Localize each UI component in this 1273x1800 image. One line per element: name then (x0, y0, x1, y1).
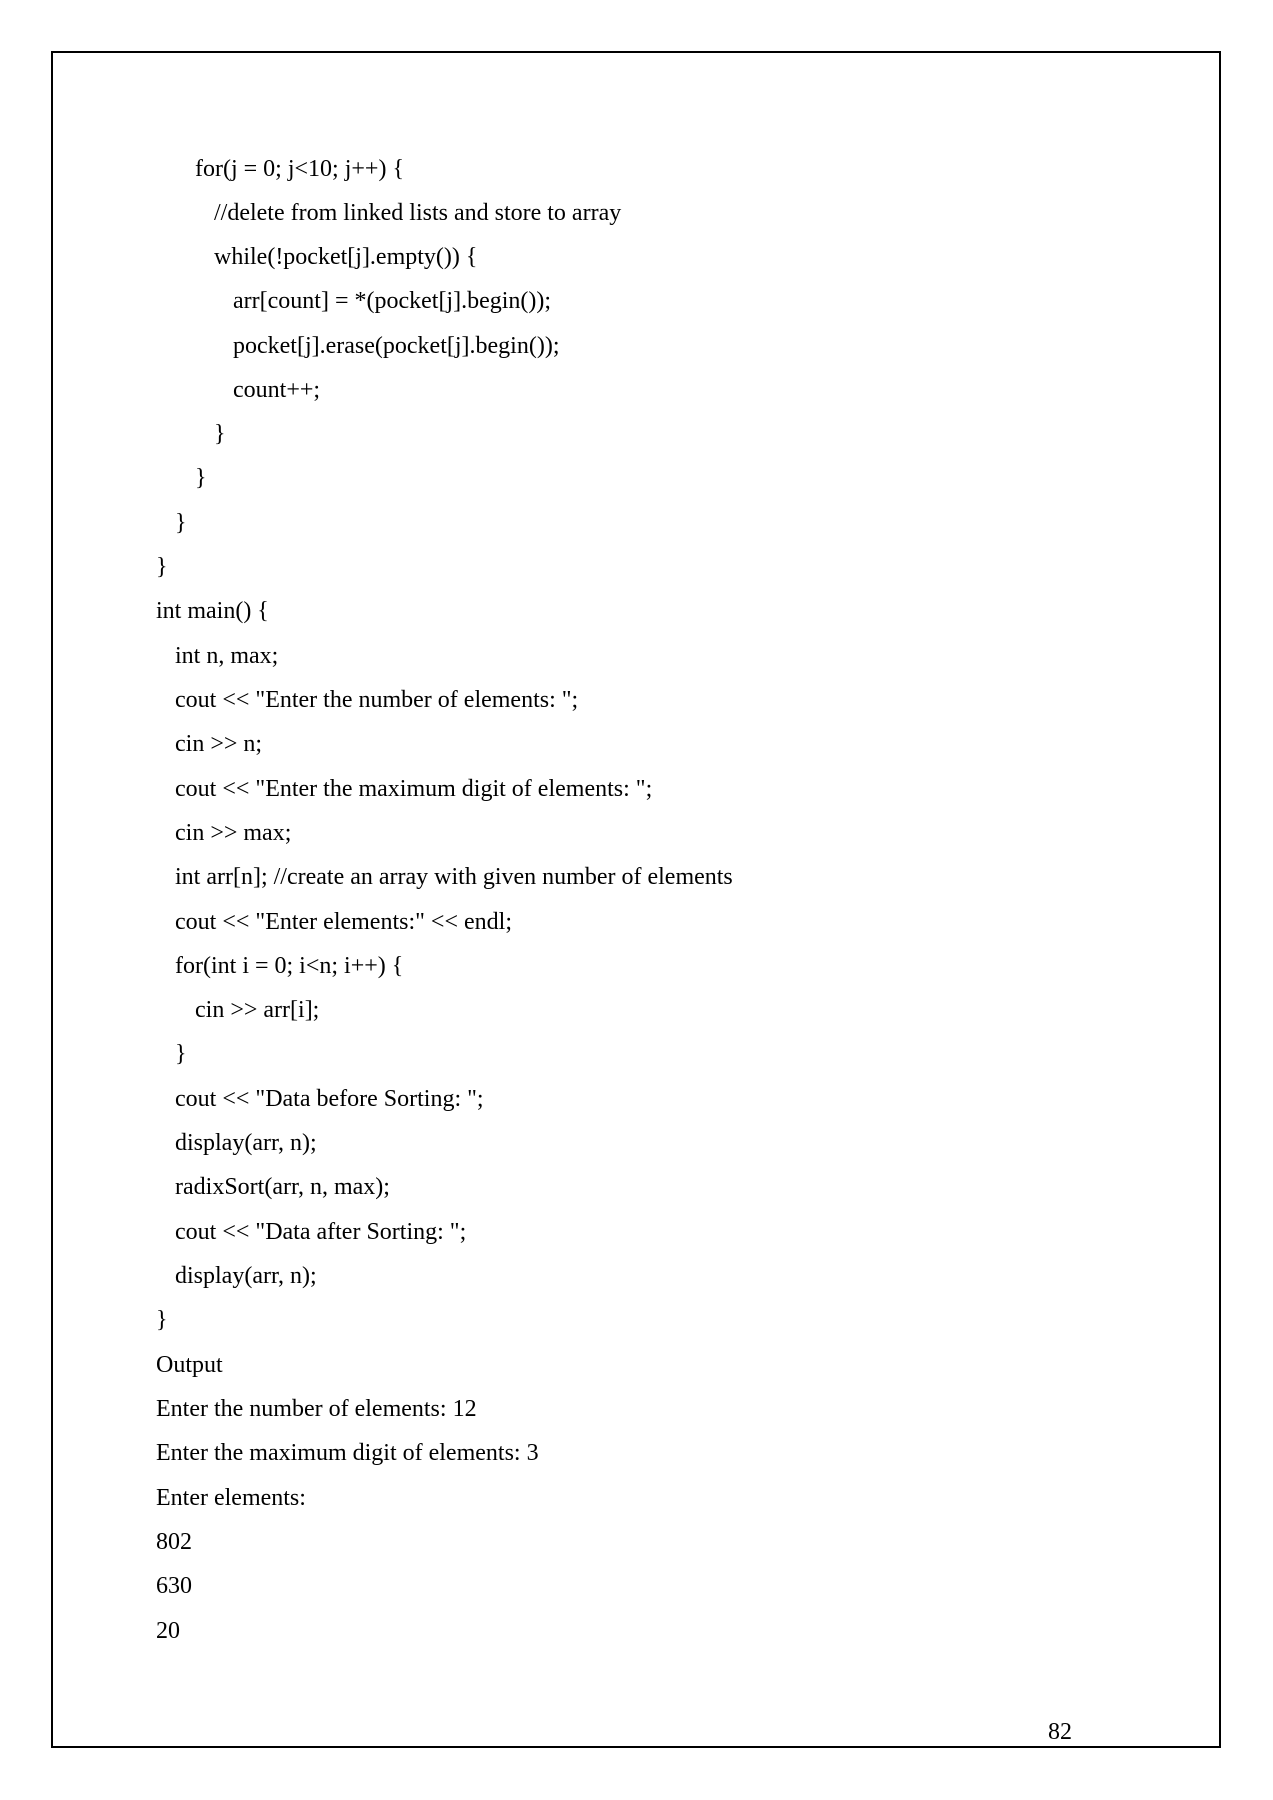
page-frame (51, 51, 1221, 1748)
code-line: cin >> arr[i]; (195, 997, 320, 1023)
code-line: cout << "Enter elements:" << endl; (175, 909, 512, 935)
code-line: } (156, 554, 168, 580)
output-line: Enter the number of elements: 12 (156, 1396, 477, 1422)
output-line: Enter elements: (156, 1485, 306, 1511)
code-line: cout << "Enter the maximum digit of elements: "; (175, 776, 653, 802)
output-line: Enter the maximum digit of elements: 3 (156, 1440, 539, 1466)
output-heading: Output (156, 1352, 223, 1378)
code-line: display(arr, n); (175, 1130, 317, 1156)
code-line: cin >> max; (175, 820, 292, 846)
output-line: 802 (156, 1529, 192, 1555)
code-line: cout << "Data before Sorting: "; (175, 1086, 484, 1112)
code-line: while(!pocket[j].empty()) { (214, 244, 478, 270)
code-line: int n, max; (175, 643, 279, 669)
code-line: int arr[n]; //create an array with given number of elements (175, 864, 733, 890)
code-line: } (195, 465, 207, 491)
code-block (53, 53, 1219, 1746)
code-line: int main() { (156, 598, 269, 624)
code-line: display(arr, n); (175, 1263, 317, 1289)
page-number: 82 (1048, 1719, 1072, 1745)
code-line: } (214, 421, 226, 447)
output-line: 20 (156, 1618, 180, 1644)
code-line: } (156, 1307, 168, 1333)
code-line: pocket[j].erase(pocket[j].begin()); (233, 333, 560, 359)
code-line: cout << "Enter the number of elements: "; (175, 687, 579, 713)
code-line: //delete from linked lists and store to array (214, 200, 622, 226)
code-line: radixSort(arr, n, max); (175, 1174, 390, 1200)
output-line: 630 (156, 1573, 192, 1599)
code-line: cout << "Data after Sorting: "; (175, 1219, 467, 1245)
code-line: for(int i = 0; i<n; i++) { (175, 953, 404, 979)
code-line: arr[count] = *(pocket[j].begin()); (233, 288, 552, 314)
code-line: } (175, 510, 187, 536)
code-line: count++; (233, 377, 321, 403)
code-line: cin >> n; (175, 731, 263, 757)
code-line: } (175, 1041, 187, 1067)
code-line: for(j = 0; j<10; j++) { (195, 156, 404, 182)
